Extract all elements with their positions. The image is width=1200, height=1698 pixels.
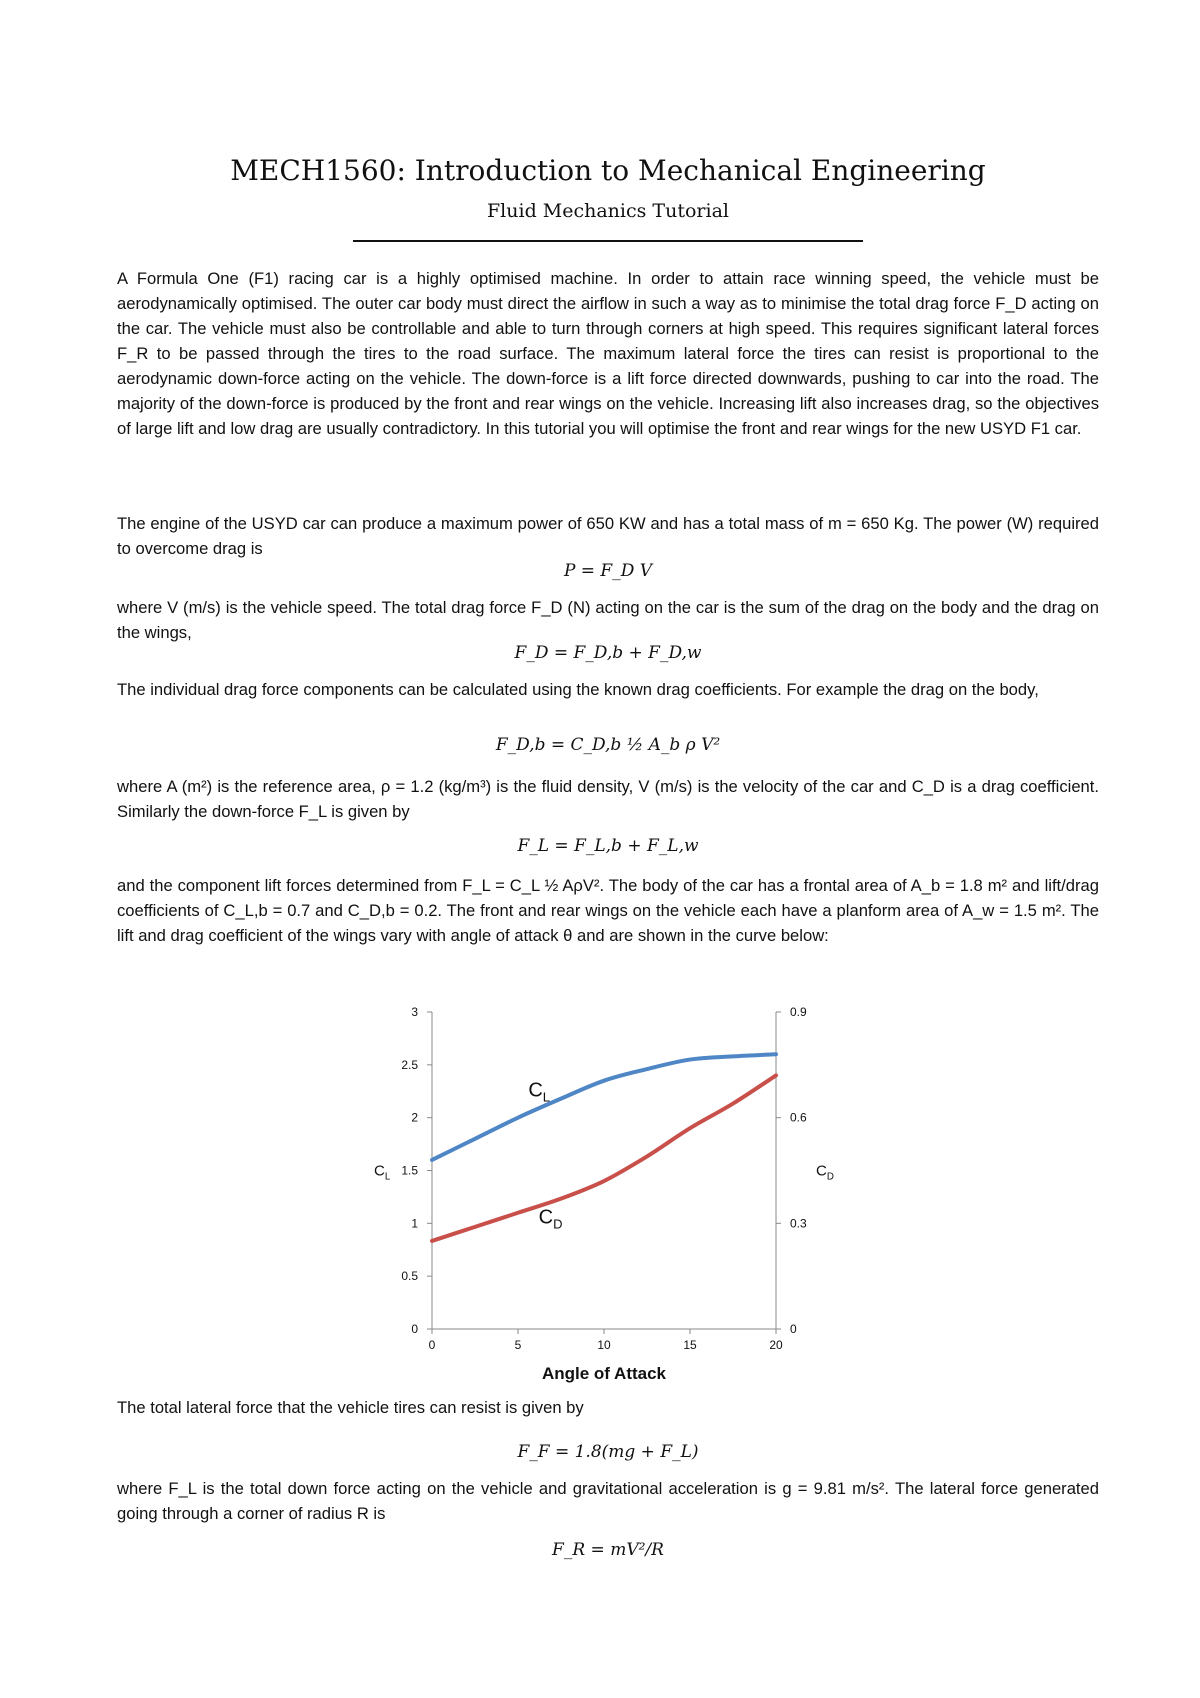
document-title: MECH1560: Introduction to Mechanical Engineering [230,154,986,187]
paragraph-drag: where V (m/s) is the vehicle speed. The total drag force F_D (N) acting on the car is the sum of the drag on the body and the drag on the wings, [117,598,1099,642]
equation-power: P = F_D V [563,561,653,581]
y-right-tick-label: 0.6 [790,1110,807,1125]
annotation-cd: $C_D$ [538,1206,563,1232]
y-right-tick-label: 0.9 [790,1005,807,1019]
y-left-tick-label: 0.5 [401,1269,418,1284]
y-right-axis-title: $C_D$ [816,1162,834,1183]
x-axis-title: Angle of Attack [541,1364,667,1383]
x-tick-label: 15 [683,1338,697,1352]
paragraph-intro: A Formula One (F1) racing car is a highly optimised machine. In order to attain race winning speed, the vehicle must be aerodynamically optimised. The outer car body must direct the airflow in such a way as to minimise the total drag force F_D acting on the car. The vehicle must also be controllable and able to turn through corners at high speed. This requires significant lateral forces F_R to be passed through the tires to the road surface. The maximum lateral force the tires can resist is proportional to the aerodynamic down-force acting on the vehicle. The down-force is a lift force directed downwards, pushing to car into the road. The majority of the down-force is produced by the front and rear wings on the vehicle. Increasing lift also increases drag, so the objectives of large lift and low drag are usually contradictory. In this tutorial you will optimise the front and rear wings for the new USYD F1 car. [117,269,1099,438]
y-right-tick-label: 0.3 [790,1216,807,1231]
paragraph-components: The individual drag force components can be calculated using the known drag coefficients. For example the drag on the body, [117,680,1039,699]
x-tick-label: 10 [597,1338,611,1352]
x-tick-label: 5 [514,1338,522,1352]
y-left-tick-label: 1.5 [401,1163,418,1178]
x-tick-label: 0 [428,1338,436,1352]
lift-drag-chart [360,990,840,1390]
equation-tire-force: F_F = 1.8(mg + F_L) [517,1442,699,1462]
y-left-tick-label: 1 [411,1216,418,1231]
title-rule [353,240,863,242]
x-tick-label: 20 [769,1338,783,1352]
series-line-cd [432,1075,776,1241]
y-left-tick-label: 2.5 [401,1057,418,1072]
y-right-tick-label: 0 [790,1322,797,1336]
document-subtitle: Fluid Mechanics Tutorial [487,200,729,222]
equation-drag-sum: F_D = F_D,b + F_D,w [514,643,702,663]
y-left-tick-label: 3 [411,1005,418,1019]
equation-lateral: F_R = mV²/R [552,1540,664,1560]
y-left-tick-label: 0 [411,1322,418,1336]
y-left-axis-title: $C_L$ [374,1162,391,1183]
paragraph-engine: The engine of the USYD car can produce a maximum power of 650 KW and has a total mass of m = 650 Kg. The power (W) required to overcome drag is [117,514,1099,558]
paragraph-reference-area: where A (m²) is the reference area, ρ = 1.2 (kg/m³) is the fluid density, V (m/s) is the velocity of the car and C_D is a drag coefficient. Similarly the down-force F_L is given by [117,777,1099,821]
chart-series [432,1054,776,1241]
annotation-cl: $C_L$ [528,1079,551,1105]
equation-body-drag: F_D,b = C_D,b ½ A_b ρ V² [495,735,721,755]
y-left-tick-label: 2 [411,1110,418,1125]
equation-lift-sum: F_L = F_L,b + F_L,w [517,836,699,856]
paragraph-lateral: The total lateral force that the vehicle tires can resist is given by [117,1398,584,1417]
paragraph-corner: where F_L is the total down force acting on the vehicle and gravitational acceleration is g = 9.81 m/s². The lateral force generated going through a corner of radius R is [117,1479,1099,1523]
paragraph-lift: and the component lift forces determined from F_L = C_L ½ AρV². The body of the car has a frontal area of A_b = 1.8 m² and lift/drag coefficients of C_L,b = 0.7 and C_D,b = 0.2. The front and rear wings on the vehicle each have a planform area of A_w = 1.5 m². The lift and drag coefficient of the wings vary with angle of attack θ and are shown in the curve below: [117,876,1099,945]
